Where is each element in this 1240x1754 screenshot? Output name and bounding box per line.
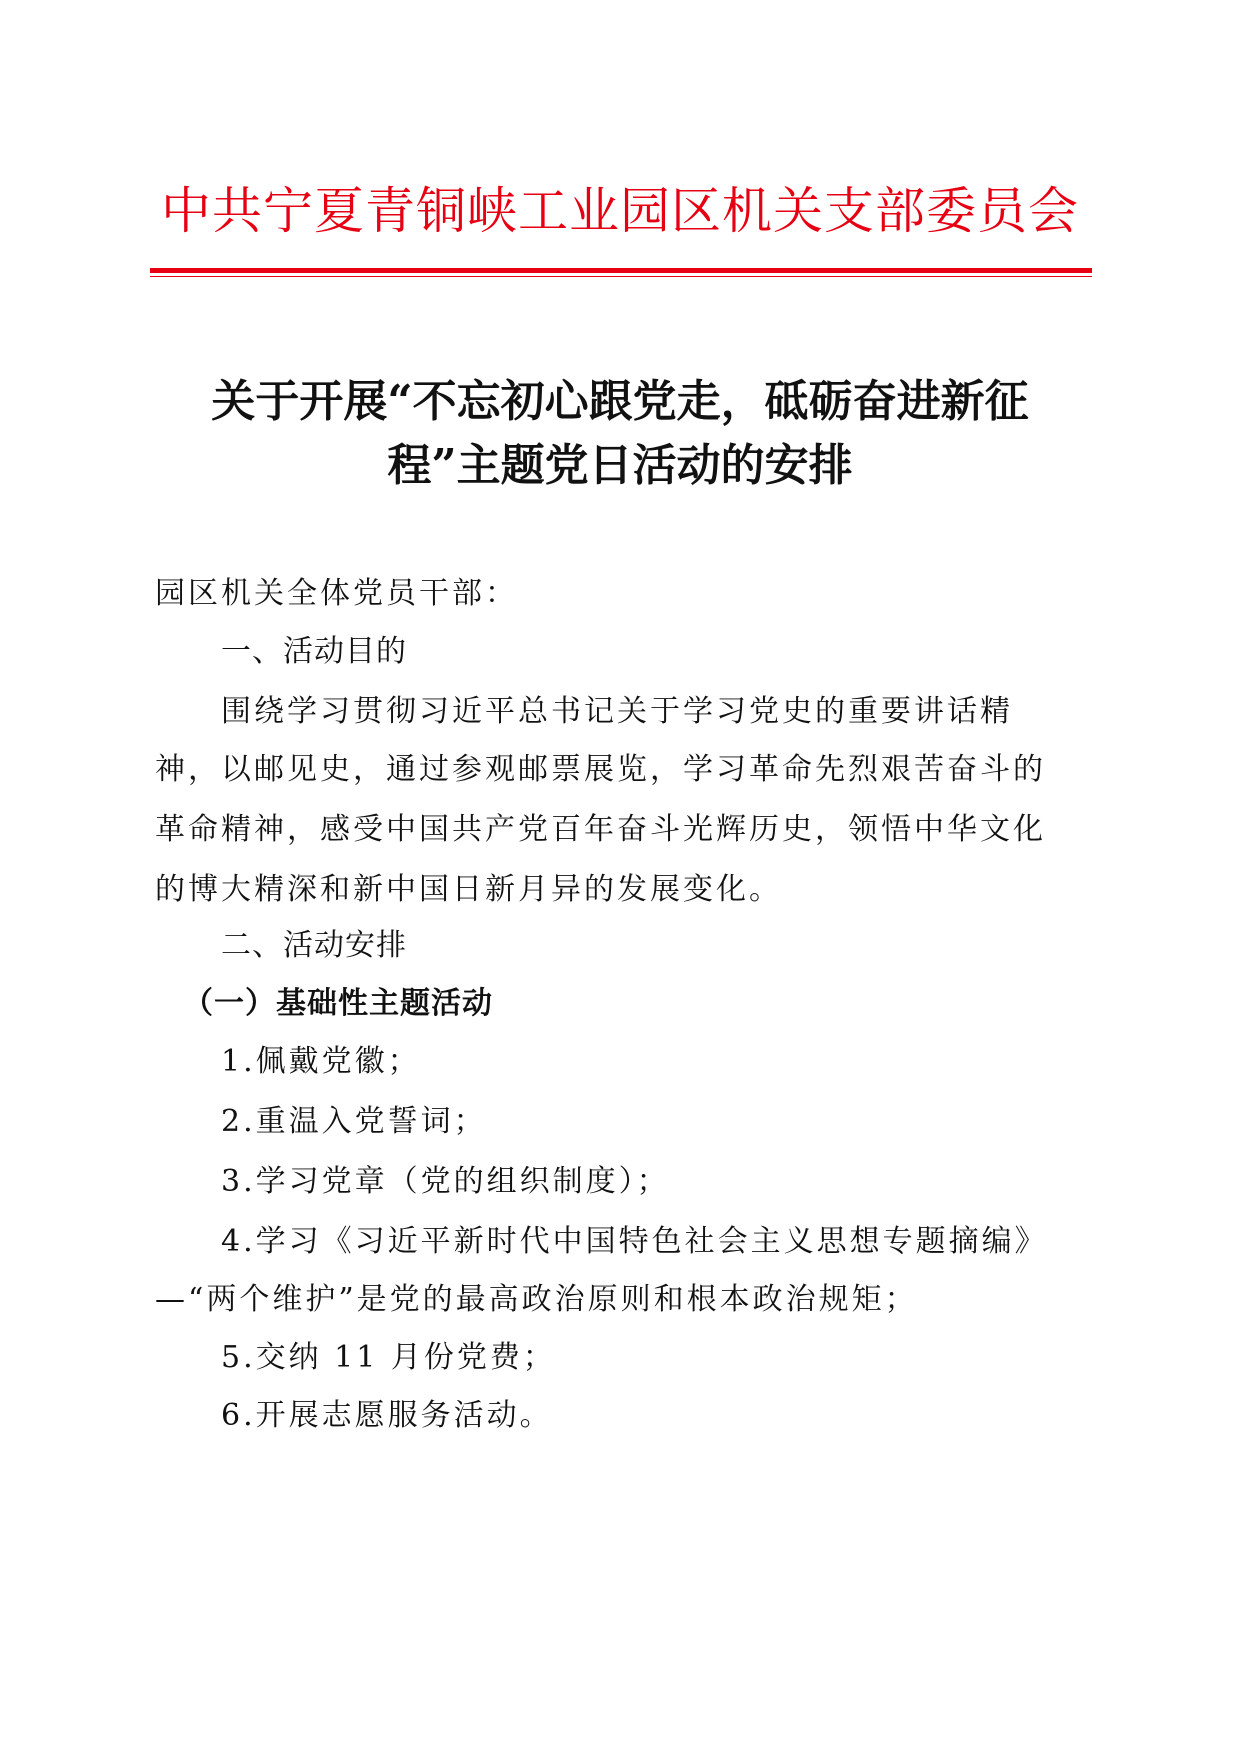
list-item: 5.交纳 11 月份党费； xyxy=(221,1340,556,1375)
section-heading-purpose: 一、活动目的 xyxy=(221,634,407,669)
title-line-1: 关于开展“不忘初心跟党走，砥砺奋进新征 xyxy=(211,376,1029,427)
org-header: 中共宁夏青铜峡工业园区机关支部委员会 xyxy=(161,182,1079,240)
purpose-line: 神，以邮见史，通过参观邮票展览，学习革命先烈艰苦奋斗的 xyxy=(155,752,1046,787)
red-divider-thin xyxy=(150,276,1092,277)
purpose-line: 围绕学习贯彻习近平总书记关于学习党史的重要讲话精 xyxy=(221,694,1013,729)
list-item: 3.学习党章（党的组织制度）； xyxy=(221,1164,670,1199)
list-item: 1.佩戴党徽； xyxy=(221,1044,421,1079)
title-line-2: 程”主题党日活动的安排 xyxy=(387,440,853,491)
purpose-line: 的博大精深和新中国日新月异的发展变化。 xyxy=(155,872,782,907)
subsection-heading-basic: （一）基础性主题活动 xyxy=(183,986,493,1021)
purpose-line: 革命精神，感受中国共产党百年奋斗光辉历史，领悟中华文化 xyxy=(155,812,1046,847)
list-item: 6.开展志愿服务活动。 xyxy=(221,1398,553,1433)
red-divider-thick xyxy=(150,268,1092,273)
list-item-continuation: —“两个维护”是党的最高政治原则和根本政治规矩； xyxy=(155,1282,918,1317)
document-title xyxy=(150,370,1090,498)
list-item: 2.重温入党誓词； xyxy=(221,1104,487,1139)
list-item: 4.学习《习近平新时代中国特色社会主义思想专题摘编》 xyxy=(221,1224,1048,1259)
salutation: 园区机关全体党员干部： xyxy=(155,576,518,611)
section-heading-arrangement: 二、活动安排 xyxy=(221,928,407,963)
